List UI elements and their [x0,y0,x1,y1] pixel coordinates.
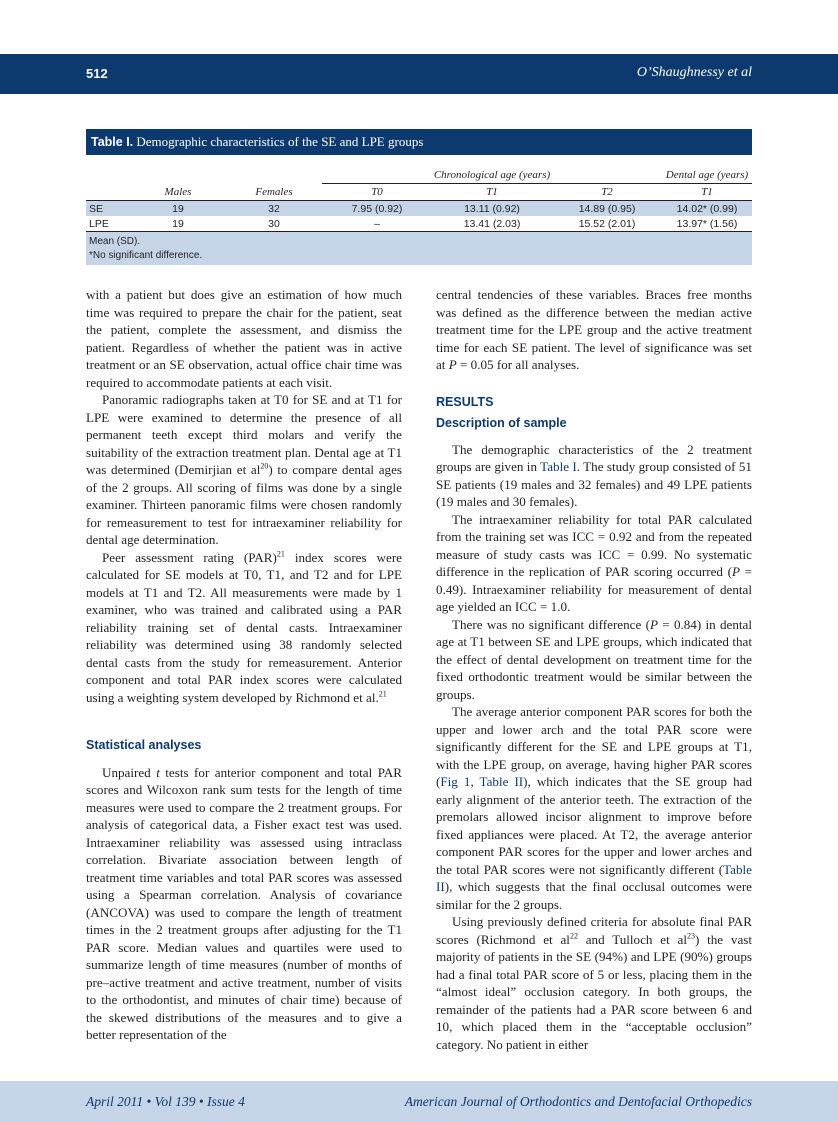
demographics-table [86,129,752,265]
table-link[interactable]: Table I [540,459,577,474]
table-title: Demographic characteristics of the SE and LPE groups [136,134,424,149]
table-footnote: Mean (SD). [89,236,141,247]
section-heading: RESULTS [436,394,494,409]
running-author: O’Shaughnessy et al [636,65,752,80]
left-column [86,286,402,1044]
right-column [436,286,752,1053]
table-caption [86,129,752,155]
table-row [86,216,752,231]
paragraph: central tendencies of these variables. Braces free months was defined as the difference between the median active treatment time for the LPE group and the active treatment time for each SE patient. The level of significance was set at P = 0.05 for all analyses. [436,287,752,372]
column-header: T1 [432,184,552,201]
column-header: T1 [662,184,752,201]
table-cell: 14.89 (0.95) [552,201,662,217]
table-cell: 13.41 (2.03) [463,217,521,230]
subsection-heading: Description of sample [436,416,567,430]
column-header: Males [130,184,226,201]
figure-link[interactable]: Fig 1 [440,774,471,789]
paragraph: Peer assessment rating (PAR)$^{21}$ index scores were calculated for SE models at T0, T1, and T2 and for LPE models at T1 and T2. All measurements were made by 1 examiner, who was trained and calibrated using a PAR reliability training set of dental casts. Intraexaminer reliability was determined using 38 randomly selected dental casts from the study for remeasurement. Anterior component and total PAR index scores were calculated using a weighting system developed by Richmond et al.$^{21}$ [86,549,402,705]
paragraph: There was no significant difference (P = 0.84) in dental age at T1 between SE and LPE groups, which indicated that the effect of dental development on treatment time for the fixed orthodontic treatment would be similar between the groups. [436,616,752,702]
dental-age-header: Dental age (years) [662,155,752,184]
table-cell: 15.52 (2.01) [578,217,636,230]
page-number: 512 [86,66,108,81]
table-footnotes [86,231,752,265]
table-label: Table I. [91,135,134,149]
table-row [86,201,752,217]
table-link[interactable]: Table II [479,774,524,789]
table-cell: SE [86,201,130,217]
table-cell: 32 [226,201,322,217]
column-header: T0 [322,184,432,201]
paragraph: The demographic characteristics of the 2 treatment groups are given in Table I. The study group consisted of 51 SE patients (19 males and 32 females) and 49 LPE patients (19 males and 30 females). [436,441,752,509]
table-cell: 13.97* (1.56) [676,217,738,230]
table-cell: 30 [268,217,280,230]
table-link[interactable]: Table II [436,861,752,894]
paragraph: The average anterior component PAR scores for both the upper and lower arch and the total PAR score were significantly different for the SE and LPE groups at T1, with the LPE group, on average, having higher PAR scores (Fig 1, Table II), which indicates that the SE group had early alignment of the anterior teeth. The extraction of the premolars allowed incisor alignment to improve before fixed appliances were placed. At T2, the average anterior component PAR scores for the upper and lower arches and the total PAR scores were not significantly different (Table II), which suggests that the final occlusal outcomes were similar for the 2 groups. [436,704,752,912]
paragraph: The intraexaminer reliability for total PAR calculated from the training set was ICC = 0.92 and from the repeated measure of study casts was ICC = 0.99. No systematic difference in the replication of PAR scoring occurred (P = 0.49). Intraexaminer reliability for measurement of dental age yielded an ICC = 1.0. [436,511,752,614]
journal-name: American Journal of Orthodontics and Dentofacial Orthopedics [404,1094,752,1109]
section-heading: Statistical analyses [86,738,202,752]
table-cell: – [374,217,380,230]
chrono-age-header: Chronological age (years) [322,155,662,184]
column-header: T2 [552,184,662,201]
column-header: Females [226,184,322,201]
table-cell: 7.95 (0.92) [322,201,432,217]
paragraph: Unpaired t tests for anterior component and total PAR scores and Wilcoxon rank sum tests for the length of time measures were used to compare the 2 treatment groups. For analysis of categorical data, a Fisher exact test was used. Intraexaminer reliability was assessed using intraclass correlation. Bivariate association between length of treatment time variables and total PAR scores was assessed using a Spearman correlation. Analysis of covariance (ANCOVA) was used to compare the length of treatment times in the 2 treatment groups after adjusting for the T1 PAR score. Median values and quartiles were used to summarize length of time measures (number of months of pre–active treatment and active treatment, number of visits to the orthodontist, and minutes of chair time) because of the skewed distributions of the measures and to give a better representation of the [86,764,402,1042]
table-footnote: *No significant difference. [89,250,203,261]
paragraph: with a patient but does give an estimation of how much time was required to prepare the chair for the patient, seat the patient, complete the assessment, and dismiss the patient. Regardless of whether the patient was in active treatment or an SE observation, actual office chair time was required to accommodate patients at each visit. [86,287,402,390]
issue-info: April 2011 • Vol 139 • Issue 4 [86,1094,245,1109]
table-cell: 19 [172,217,184,230]
paragraph: Panoramic radiographs taken at T0 for SE and at T1 for LPE were examined to determine the presence of all permanent teeth except third molars and verify the suitability of the extraction treatment plan. Dental age at T1 was determined (Demirjian et $al^{20}$) to compare dental ages of the 2 groups. All scoring of films was done by a single examiner. Thirteen panoramic films were chosen randomly for remeasurement to test for intraexaminer reliability for dental age determination. [86,392,402,547]
column-header [86,184,130,201]
running-header [0,54,838,94]
table-cell: 13.11 (0.92) [432,201,552,217]
table-cell: 19 [130,201,226,217]
running-footer [0,1081,838,1122]
table-cell: 14.02* (0.99) [662,201,752,217]
paragraph: Using previously defined criteria for absolute final PAR scores (Richmond et $al^{22}$ and Tulloch et $al^{23}$) the vast majority of patients in the SE (94%) and LPE (90%) groups had a final total PAR score of 5 or less, placing them in the “almost ideal” occlusion category. In both groups, the remainder of the patients had a PAR score between 6 and 10, which placed them in the “acceptable occlusion” category. No patient in either [436,914,753,1052]
table-cell: LPE [89,217,109,230]
